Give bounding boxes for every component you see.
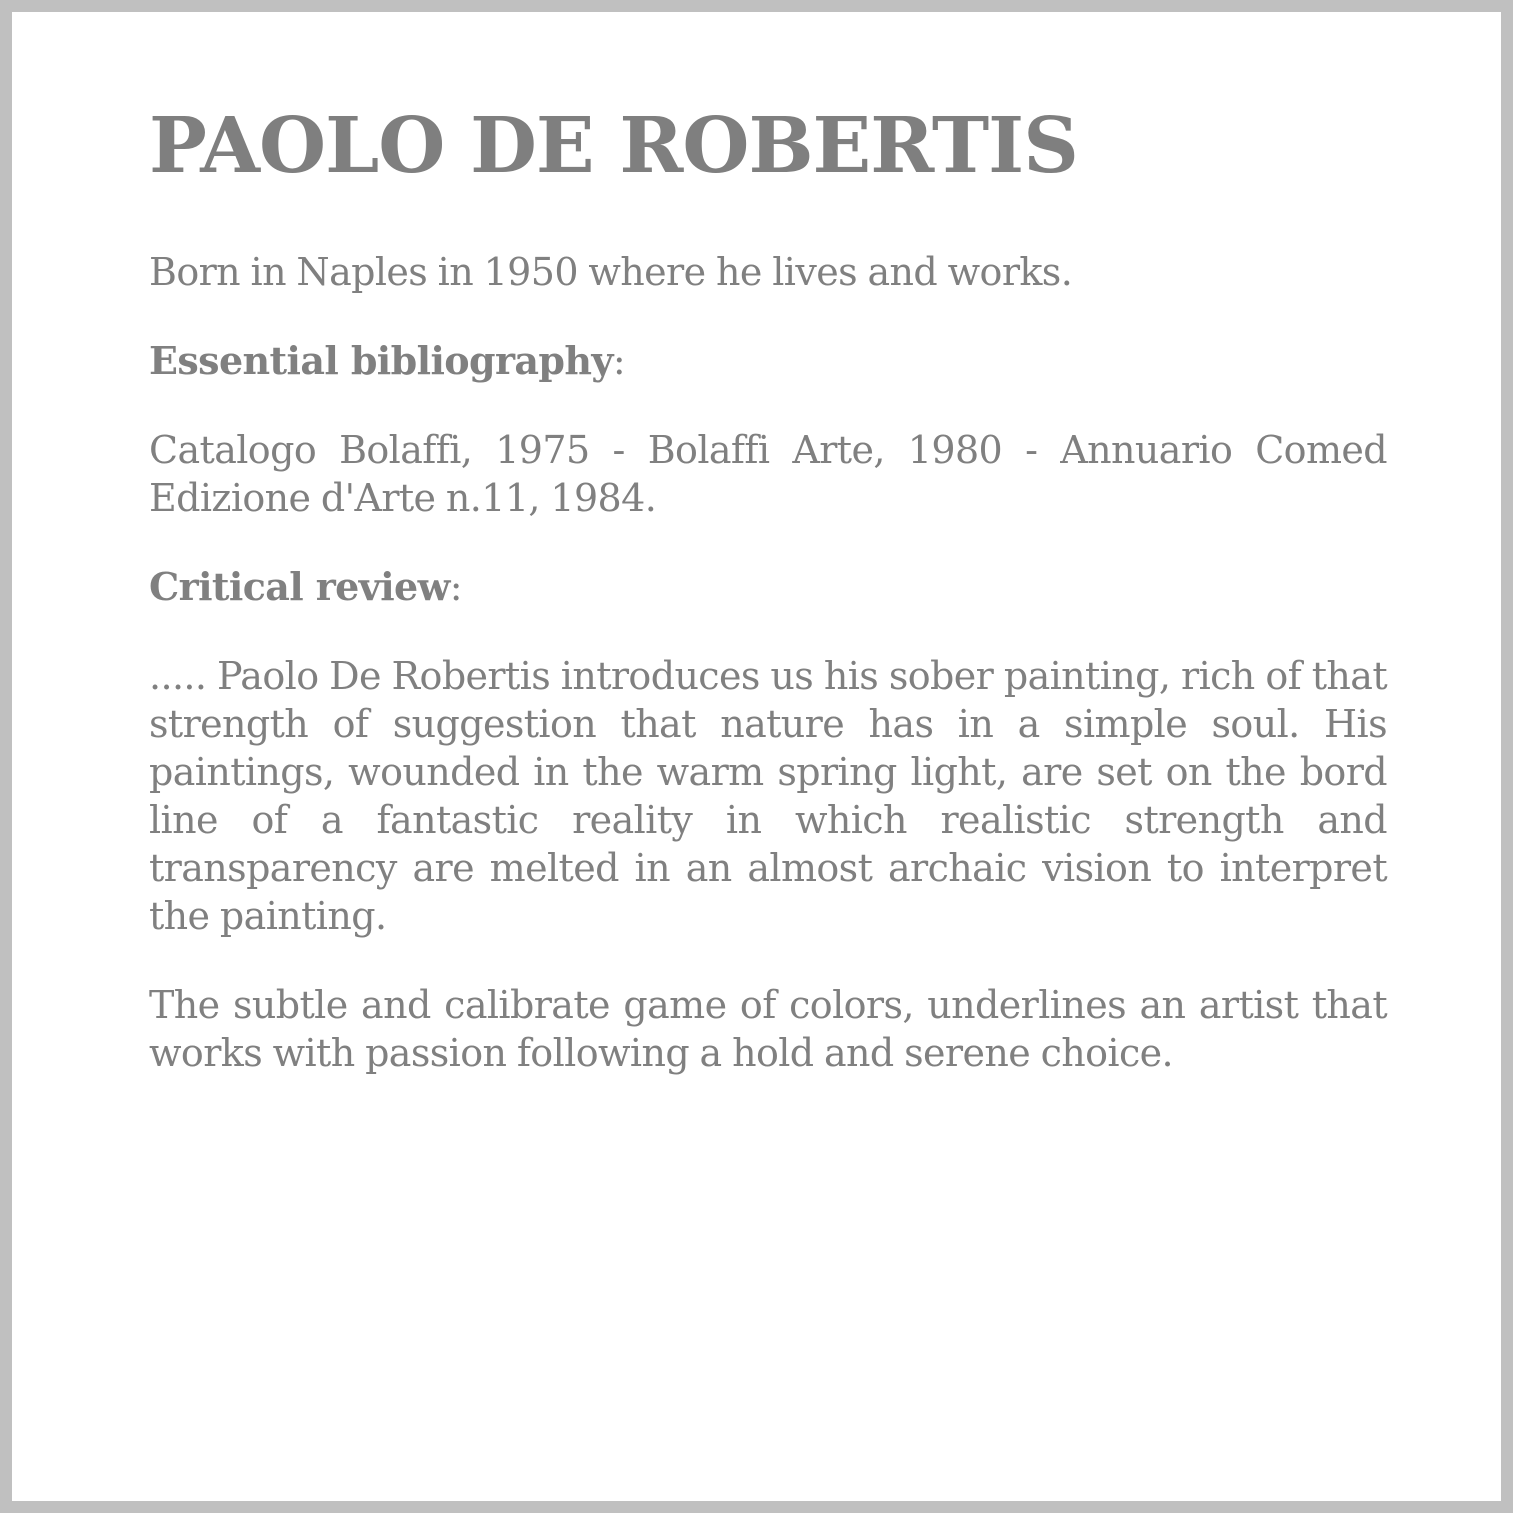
artist-name: PAOLO DE ROBERTIS [149, 101, 1078, 191]
bibliography-heading [149, 337, 1387, 385]
review-paragraph-2: The subtle and calibrate game of colors, underlines an artist that works with passion following a hold and serene choice. [149, 983, 1387, 1075]
review-heading [149, 563, 1387, 611]
artist-bio: Born in Naples in 1950 where he lives and works. [149, 250, 1073, 294]
bibliography-label: Essential bibliography [149, 338, 613, 383]
bibliography-text: Catalogo Bolaffi, 1975 - Bolaffi Arte, 1980 - Annuario Comed Edizione d'Arte n.11, 1984. [149, 428, 1387, 520]
review-colon: : [449, 565, 462, 609]
review-label: Critical review [149, 564, 450, 609]
artist-biography [149, 100, 1387, 1118]
review-paragraph-1: ..... Paolo De Robertis introduces us his sober painting, rich of that strength of suggestion that nature has in a simple soul. His paintings, wounded in the warm spring light, are set on the bord line of a fantastic reality in which realistic strength and transparency are melted in an almost archaic vision to interpret the painting. [149, 654, 1387, 938]
bibliography-colon: : [612, 339, 626, 383]
